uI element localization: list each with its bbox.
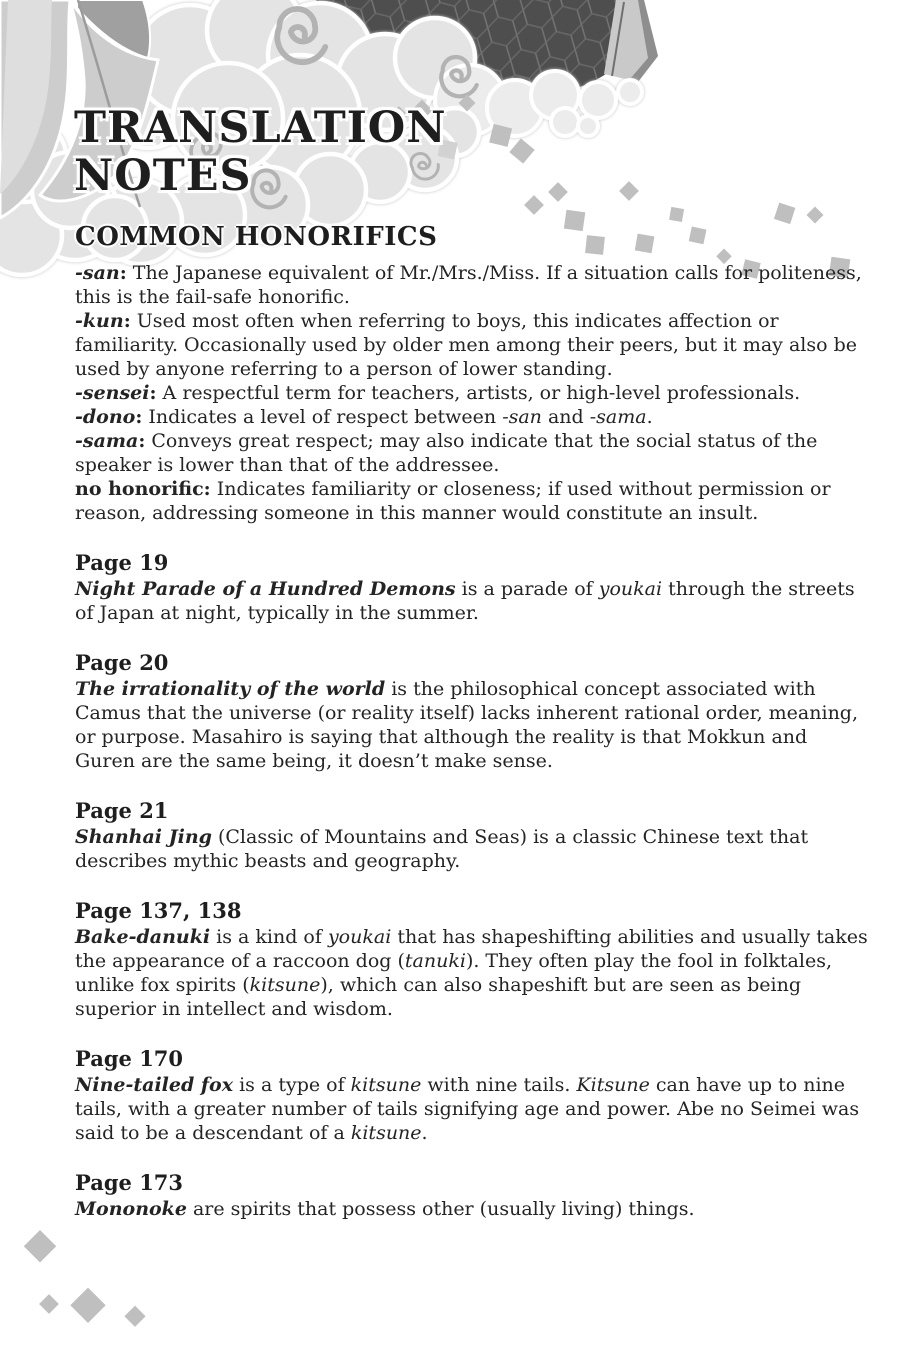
- note-text: Shanhai Jing (Classic of Mountains and Seas) is a classic Chinese text that describes mythic beasts and geography.: [75, 826, 809, 872]
- note-section-page-173: [75, 1171, 869, 1221]
- note-section-page-21: [75, 799, 869, 873]
- note-page-heading: Page 170: [75, 1046, 184, 1071]
- note-page-heading: Page 137, 138: [75, 898, 242, 923]
- page-title: [74, 104, 447, 200]
- honorific-entry-san: -san: The Japanese equivalent of Mr./Mrs./Miss. If a situation calls for politeness, this is the fail-safe honorific.: [75, 262, 862, 308]
- note-page-heading: Page 173: [75, 1170, 184, 1195]
- note-text: Bake-danuki is a kind of youkai that has shapeshifting abilities and usually takes the appearance of a raccoon dog (tanuki). They often play the fool in folktales, unlike fox spirits (kitsune), which can also shapeshift but are seen as being superior in intellect and wisdom.: [75, 926, 868, 1020]
- note-text: Mononoke are spirits that possess other (usually living) things.: [75, 1198, 695, 1220]
- bottom-confetti: [0, 1200, 200, 1350]
- honorifics-list: [75, 261, 869, 525]
- note-text: The irrationality of the world is the philosophical concept associated with Camus that the universe (or reality itself) lacks inherent rational order, meaning, or purpose. Masahiro is saying that although the reality is that Mokkun and Guren are the same being, it doesn’t make sense.: [75, 678, 859, 772]
- page-title-line2: NOTES: [74, 151, 252, 201]
- note-section-page-20: [75, 651, 869, 773]
- section-heading-common-honorifics: COMMON HONORIFICS: [75, 222, 438, 252]
- note-page-heading: Page 19: [75, 550, 169, 575]
- note-section-page-137-138: [75, 899, 869, 1021]
- note-text: Nine-tailed fox is a type of kitsune with nine tails. Kitsune can have up to nine tails, with a greater number of tails signifying age and power. Abe no Seimei was said to be a descendant of a kitsune.: [75, 1074, 860, 1144]
- note-page-heading: Page 21: [75, 798, 169, 823]
- honorific-entry-sama: -sama: Conveys great respect; may also indicate that the social status of the speaker is lower than that of the addressee.: [75, 430, 818, 476]
- note-text: Night Parade of a Hundred Demons is a parade of youkai through the streets of Japan at night, typically in the summer.: [75, 578, 855, 624]
- note-section-page-19: [75, 551, 869, 625]
- honorific-entry-kun: -kun: Used most often when referring to boys, this indicates affection or familiarity. Occasionally used by older men among their peers, but it may also be used by anyone referring to a person of lower standing.: [75, 310, 857, 380]
- note-section-page-170: [75, 1047, 869, 1145]
- honorific-entry-sensei: -sensei: A respectful term for teachers, artists, or high-level professionals.: [75, 382, 801, 404]
- honorific-entry-none: no honorific: Indicates familiarity or closeness; if used without permission or reason, addressing someone in this manner would constitute an insult.: [75, 478, 831, 524]
- page-title-line1: TRANSLATION: [74, 103, 447, 153]
- note-page-heading: Page 20: [75, 650, 169, 675]
- notes-content: [75, 261, 869, 1221]
- honorific-entry-dono: -dono: Indicates a level of respect between -san and -sama.: [75, 406, 653, 428]
